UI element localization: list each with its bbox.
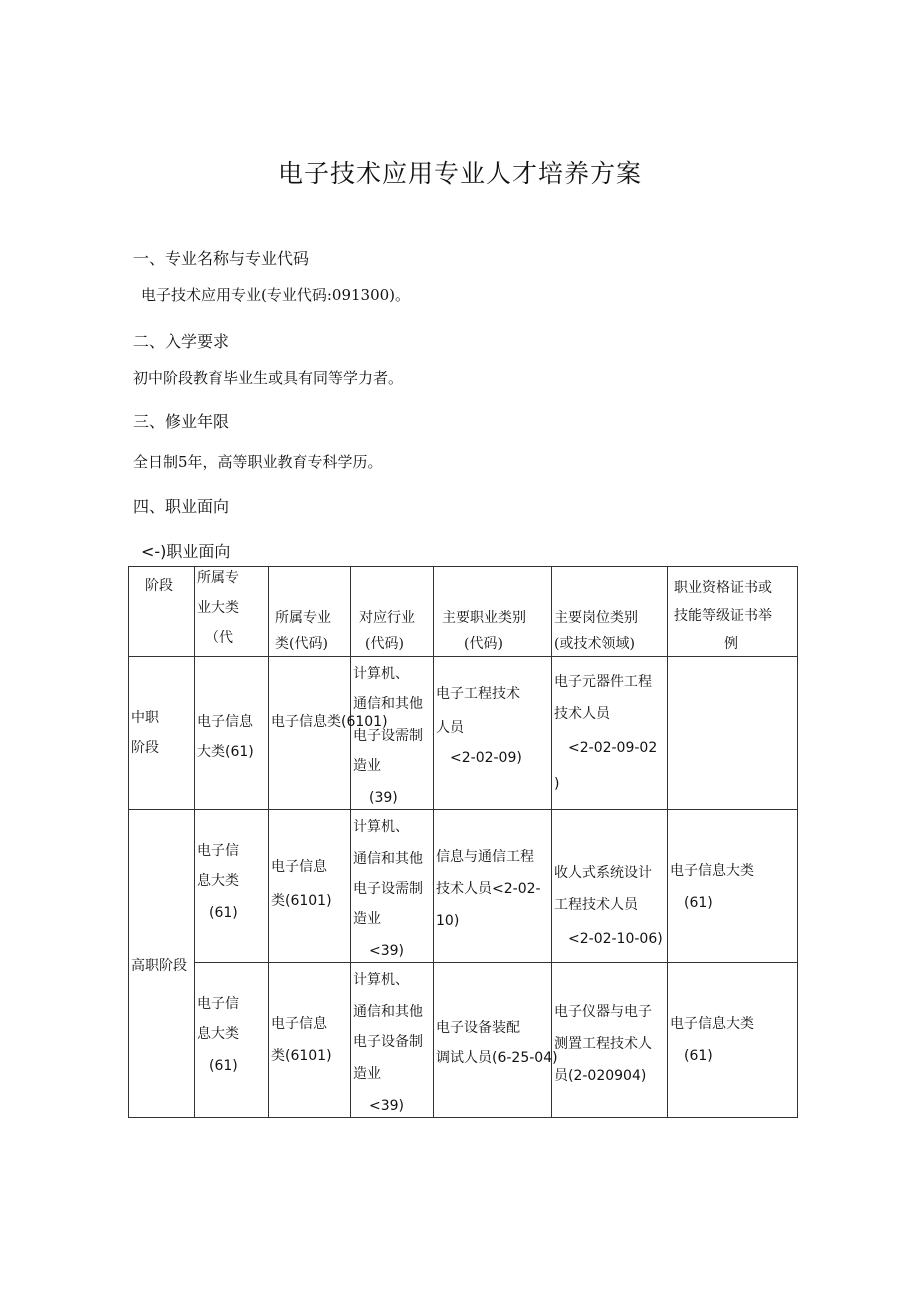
section-1-heading: 一、专业名称与专业代码 xyxy=(133,249,310,268)
cell-line: 大类(61) xyxy=(197,744,254,760)
header-position-type xyxy=(552,567,668,657)
cell-line: 电子设需制 xyxy=(353,728,423,744)
cell-line: 测置工程技术人 xyxy=(554,1036,652,1052)
section-2-heading: 二、入学要求 xyxy=(133,332,230,351)
cell-line: 工程技术人员 xyxy=(554,897,638,913)
header-industry xyxy=(351,567,434,657)
section-4-heading: 四、职业面向 xyxy=(133,497,230,516)
table-row xyxy=(129,810,798,963)
table-cell xyxy=(351,810,434,963)
header-major-category xyxy=(195,567,269,657)
cell-line: 电子仪器与电子 xyxy=(554,1004,652,1020)
header-cell-line: (代码) xyxy=(365,636,404,652)
table-row xyxy=(129,963,798,1118)
cell-line: 电子信 xyxy=(197,843,239,859)
cell-line: 造业 xyxy=(353,911,381,927)
cell-line: 计算机、 xyxy=(353,972,409,988)
table-cell xyxy=(195,963,269,1118)
cell-line: 息大类 xyxy=(197,1026,239,1042)
cell-line: 人员 xyxy=(436,720,464,736)
cell-line: <2-02-09-02 xyxy=(568,740,658,756)
cell-line: 电子信息 xyxy=(271,859,327,875)
cell-line: 电子设备装配 xyxy=(436,1020,520,1036)
stage-line: 阶段 xyxy=(131,740,159,756)
cell-line: <39) xyxy=(369,943,405,959)
cell-line: <2-02-10-06) xyxy=(568,931,663,947)
stage-higher xyxy=(129,810,195,1118)
cell-line: (61) xyxy=(209,1058,238,1074)
cell-line: (61) xyxy=(209,905,238,921)
header-certificate xyxy=(668,567,798,657)
header-cell-line: (代码) xyxy=(464,636,503,652)
table-cell xyxy=(552,657,668,810)
cell-line: 电子信息 xyxy=(271,1016,327,1032)
cell-line: (61) xyxy=(684,1048,713,1064)
table-cell xyxy=(434,657,552,810)
cell-line: 电子信息大类 xyxy=(670,863,754,879)
table-row xyxy=(129,657,798,810)
stage-line: 高职阶段 xyxy=(131,958,187,974)
cell-line: 调试人员(6-25-04) xyxy=(436,1050,558,1066)
header-cell-line: 所属专 xyxy=(197,570,239,586)
header-cell-line: （代 xyxy=(205,630,233,646)
table-cell xyxy=(269,963,351,1118)
header-occupation-type xyxy=(434,567,552,657)
table-cell xyxy=(434,810,552,963)
section-1-text: 电子技术应用专业(专业代码:091300)。 xyxy=(141,286,411,304)
table-cell xyxy=(351,963,434,1118)
document-title: 电子技术应用专业人才培养方案 xyxy=(277,159,642,188)
cell-line: 10) xyxy=(436,913,460,929)
cell-line: (61) xyxy=(684,895,713,911)
occupation-table xyxy=(128,566,798,1118)
header-cell-line: (或技术领域) xyxy=(554,636,635,652)
table-cell xyxy=(434,963,558,1118)
header-stage xyxy=(129,567,195,657)
header-cell-line: 业大类 xyxy=(197,600,239,616)
header-stage-label: 阶段 xyxy=(145,578,173,594)
cell-line: 造业 xyxy=(353,758,381,774)
cell-line: 技术人员<2-02- xyxy=(436,881,541,897)
header-cell-line: 对应行业 xyxy=(359,610,415,626)
table-cell xyxy=(668,810,798,963)
header-cell-line: 技能等级证书举 xyxy=(674,608,772,624)
section-3-heading: 三、修业年限 xyxy=(133,412,230,431)
cell-line: (39) xyxy=(369,790,398,806)
cell-line: 电子设备制 xyxy=(353,1034,423,1050)
header-cell-line: 主要岗位类别 xyxy=(554,610,638,626)
header-cell-line: 所属专业 xyxy=(275,610,331,626)
header-cell-line: 主要职业类别 xyxy=(442,610,526,626)
table-cell xyxy=(552,810,668,963)
cell-line: 电子工程技术 xyxy=(436,686,520,702)
table-header-row xyxy=(129,567,798,657)
cell-line: 电子设需制 xyxy=(353,881,423,897)
table-cell xyxy=(195,657,269,810)
cell-line: ) xyxy=(554,776,560,792)
cell-line: 信息与通信工程 xyxy=(436,849,534,865)
cell-line: 员(2-020904) xyxy=(554,1068,647,1084)
header-cell-line: 类(代码) xyxy=(275,636,328,652)
cell-line: <2-02-09) xyxy=(450,750,522,766)
table-cell xyxy=(351,657,434,810)
table-cell xyxy=(668,657,798,810)
section-2-text: 初中阶段教育毕业生或具有同等学力者。 xyxy=(133,369,404,387)
section-3-text: 全日制5年，高等职业教育专科学历。 xyxy=(133,453,383,471)
cell-line: 电子信息大类 xyxy=(670,1016,754,1032)
stage-secondary xyxy=(129,657,195,810)
table-cell xyxy=(269,810,351,963)
cell-line: 收人式系统设计 xyxy=(554,865,652,881)
cell-line: 通信和其他 xyxy=(353,696,423,712)
cell-line: 通信和其他 xyxy=(353,851,423,867)
table-cell xyxy=(668,963,798,1118)
cell-line: 计算机、 xyxy=(353,819,409,835)
table-cell xyxy=(552,963,668,1118)
header-major-class xyxy=(269,567,351,657)
section-4-subheading: <-)职业面向 xyxy=(141,542,231,561)
header-cell-line: 例 xyxy=(724,636,738,652)
cell-line: 息大类 xyxy=(197,873,239,889)
cell-line: 技术人员 xyxy=(554,706,610,722)
cell-line: 造业 xyxy=(353,1066,381,1082)
stage-line: 中职 xyxy=(131,710,159,726)
table-cell xyxy=(195,810,269,963)
cell-line: 类(6101) xyxy=(271,1048,332,1064)
cell-line: 类(6101) xyxy=(271,893,332,909)
cell-line: 电子信 xyxy=(197,996,239,1012)
cell-line: 通信和其他 xyxy=(353,1004,423,1020)
cell-line: 计算机、 xyxy=(353,666,409,682)
header-cell-line: 职业资格证书或 xyxy=(674,580,772,596)
cell-line: <39) xyxy=(369,1098,405,1114)
cell-line: 电子信息类(6101) xyxy=(271,714,388,730)
cell-line: 电子信息 xyxy=(197,714,253,730)
cell-line: 电子元器件工程 xyxy=(554,674,652,690)
